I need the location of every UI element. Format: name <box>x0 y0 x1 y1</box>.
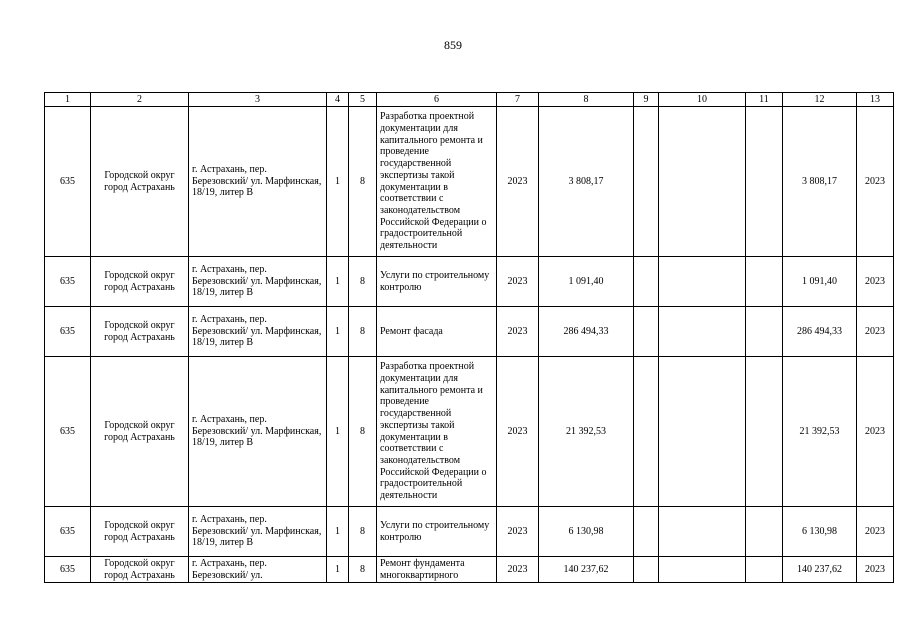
col10-cell <box>659 507 746 557</box>
table-row <box>45 507 894 557</box>
col12-cell: 1 091,40 <box>783 257 857 307</box>
col9-cell <box>634 107 659 257</box>
col4-cell: 1 <box>327 107 349 257</box>
col12-cell: 6 130,98 <box>783 507 857 557</box>
col-header-2: 2 <box>91 93 189 107</box>
col13-cell: 2023 <box>857 357 894 507</box>
col12-cell: 3 808,17 <box>783 107 857 257</box>
year-cell: 2023 <box>497 507 539 557</box>
col-header-12: 12 <box>783 93 857 107</box>
work-type-cell: Ремонт фасада <box>377 307 497 357</box>
col13-cell: 2023 <box>857 107 894 257</box>
col4-cell: 1 <box>327 507 349 557</box>
col4-cell: 1 <box>327 557 349 583</box>
table-row <box>45 307 894 357</box>
col-header-11: 11 <box>746 93 783 107</box>
col11-cell <box>746 257 783 307</box>
district-cell: Городской округ город Астрахань <box>91 107 189 257</box>
district-cell: Городской округ город Астрахань <box>91 357 189 507</box>
row-number-cell: 635 <box>45 557 91 583</box>
col-header-3: 3 <box>189 93 327 107</box>
col4-cell: 1 <box>327 257 349 307</box>
district-cell: Городской округ город Астрахань <box>91 307 189 357</box>
col12-cell: 286 494,33 <box>783 307 857 357</box>
col9-cell <box>634 507 659 557</box>
work-type-cell: Услуги по строительному контролю <box>377 507 497 557</box>
col5-cell: 8 <box>349 557 377 583</box>
page-number: 859 <box>444 38 462 52</box>
year-cell: 2023 <box>497 107 539 257</box>
col11-cell <box>746 357 783 507</box>
total-cost-cell: 286 494,33 <box>539 307 634 357</box>
col12-cell: 140 237,62 <box>783 557 857 583</box>
col5-cell: 8 <box>349 507 377 557</box>
col-header-1: 1 <box>45 93 91 107</box>
year-cell: 2023 <box>497 357 539 507</box>
row-number-cell: 635 <box>45 257 91 307</box>
register-table <box>44 92 894 583</box>
row-number-cell: 635 <box>45 507 91 557</box>
col9-cell <box>634 257 659 307</box>
col-header-6: 6 <box>377 93 497 107</box>
col11-cell <box>746 307 783 357</box>
district-cell: Городской округ город Астрахань <box>91 257 189 307</box>
total-cost-cell: 3 808,17 <box>539 107 634 257</box>
col-header-9: 9 <box>634 93 659 107</box>
work-type-cell: Ремонт фундамента многоквартирного <box>377 557 497 583</box>
col10-cell <box>659 257 746 307</box>
year-cell: 2023 <box>497 307 539 357</box>
address-cell: г. Астрахань, пер. Березовский/ ул. Марфинская, 18/19, литер В <box>189 357 327 507</box>
table-row <box>45 257 894 307</box>
work-type-cell: Разработка проектной документации для капитального ремонта и проведение государственной экспертизы такой документации в соответствии с законодательством Российской Федерации о градостроительной деятельности <box>377 357 497 507</box>
col11-cell <box>746 557 783 583</box>
district-cell: Городской округ город Астрахань <box>91 507 189 557</box>
col12-cell: 21 392,53 <box>783 357 857 507</box>
col5-cell: 8 <box>349 307 377 357</box>
address-cell: г. Астрахань, пер. Березовский/ ул. Марфинская, 18/19, литер В <box>189 257 327 307</box>
col4-cell: 1 <box>327 307 349 357</box>
total-cost-cell: 21 392,53 <box>539 357 634 507</box>
col-header-7: 7 <box>497 93 539 107</box>
total-cost-cell: 1 091,40 <box>539 257 634 307</box>
year-cell: 2023 <box>497 557 539 583</box>
col9-cell <box>634 357 659 507</box>
col-header-5: 5 <box>349 93 377 107</box>
row-number-cell: 635 <box>45 307 91 357</box>
col10-cell <box>659 357 746 507</box>
row-number-cell: 635 <box>45 107 91 257</box>
col-header-4: 4 <box>327 93 349 107</box>
table-row <box>45 107 894 257</box>
year-cell: 2023 <box>497 257 539 307</box>
col-header-10: 10 <box>659 93 746 107</box>
col-header-8: 8 <box>539 93 634 107</box>
col13-cell: 2023 <box>857 507 894 557</box>
total-cost-cell: 140 237,62 <box>539 557 634 583</box>
col10-cell <box>659 307 746 357</box>
table-row <box>45 557 894 583</box>
address-cell: г. Астрахань, пер. Березовский/ ул. Марфинская, 18/19, литер В <box>189 107 327 257</box>
col5-cell: 8 <box>349 357 377 507</box>
col9-cell <box>634 557 659 583</box>
col5-cell: 8 <box>349 257 377 307</box>
col10-cell <box>659 107 746 257</box>
col5-cell: 8 <box>349 107 377 257</box>
address-cell: г. Астрахань, пер. Березовский/ ул. <box>189 557 327 583</box>
total-cost-cell: 6 130,98 <box>539 507 634 557</box>
col11-cell <box>746 507 783 557</box>
address-cell: г. Астрахань, пер. Березовский/ ул. Марфинская, 18/19, литер В <box>189 507 327 557</box>
address-cell: г. Астрахань, пер. Березовский/ ул. Марфинская, 18/19, литер В <box>189 307 327 357</box>
district-cell: Городской округ город Астрахань <box>91 557 189 583</box>
table-row <box>45 357 894 507</box>
col13-cell: 2023 <box>857 307 894 357</box>
col11-cell <box>746 107 783 257</box>
col9-cell <box>634 307 659 357</box>
work-type-cell: Разработка проектной документации для капитального ремонта и проведение государственной экспертизы такой документации в соответствии с законодательством Российской Федерации о градостроительной деятельности <box>377 107 497 257</box>
col10-cell <box>659 557 746 583</box>
header-row <box>45 93 894 107</box>
col4-cell: 1 <box>327 357 349 507</box>
col-header-13: 13 <box>857 93 894 107</box>
col13-cell: 2023 <box>857 257 894 307</box>
row-number-cell: 635 <box>45 357 91 507</box>
col13-cell: 2023 <box>857 557 894 583</box>
work-type-cell: Услуги по строительному контролю <box>377 257 497 307</box>
